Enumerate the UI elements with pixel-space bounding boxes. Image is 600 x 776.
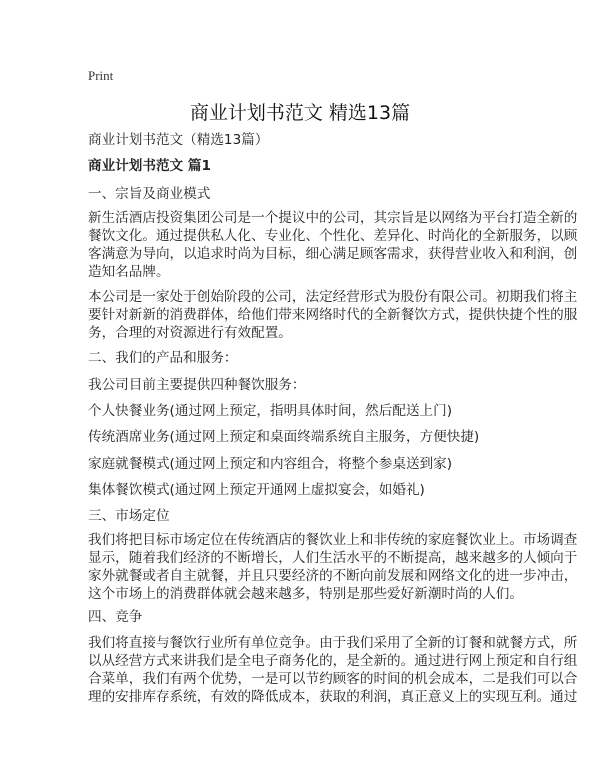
paragraph-2 (88, 288, 578, 342)
text-line: 餐饮文化。通过提供私人化、专业化、个性化、差异化、时尚化的全新服务，以顾 (88, 228, 578, 244)
article-heading: 商业计划书范文 篇1 (88, 158, 211, 174)
page-title: 商业计划书范文 精选13篇 (189, 102, 411, 124)
paragraph-1 (88, 209, 578, 281)
section-heading-1: 一、宗旨及商业模式 (88, 186, 211, 202)
service-item: 家庭就餐模式(通过网上预定和内容组合，将整个参桌送到家) (88, 456, 453, 472)
text-line: 这个市场上的消费群体就会越来越多，特别是那些爱好新潮时尚的人们。 (88, 586, 523, 602)
text-line: 新生活酒店投资集团公司是一个提议中的公司，其宗旨是以网络为平台打造全新的 (88, 210, 578, 226)
text-line: 要针对新新的消费群体，给他们带来网络时代的全新餐饮方式，提供快捷个性的服 (88, 307, 578, 323)
text-line: 家外就餐或者自主就餐，并且只要经济的不断向前发展和网络文化的进一步冲击， (88, 568, 578, 584)
text-line: 显示，随着我们经济的不断增长，人们生活水平的不断提高，越来越多的人倾向于 (88, 550, 578, 566)
text-line: 合菜单，我们有两个优势，一是可以节约顾客的时间的机会成本，二是我们可以合 (88, 671, 578, 687)
text-line: 客满意为导向，以追求时尚为目标，细心满足顾客需求，获得营业收入和利润，创 (88, 246, 578, 262)
service-item: 个人快餐业务(通过网上预定，指明具体时间，然后配送上门) (88, 403, 453, 419)
text-line: 我们将直接与餐饮行业所有单位竞争。由于我们采用了全新的订餐和就餐方式，所 (88, 635, 578, 651)
section-heading-3: 三、市场定位 (88, 508, 170, 524)
subtitle: 商业计划书范文（精选13篇） (88, 132, 269, 148)
service-item: 传统酒席业务(通过网上预定和桌面终端系统自主服务，方便快捷) (88, 429, 480, 445)
paragraph-4 (88, 634, 578, 706)
text-line: 理的安排库存系统，有效的降低成本，获取的利润，真正意义上的实现互利。通过 (88, 689, 578, 705)
print-link[interactable]: Print (88, 68, 114, 83)
text-line: 我们将把目标市场定位在传统酒店的餐饮业上和非传统的家庭餐饮业上。市场调查 (88, 532, 578, 548)
text-line: 造知名品牌。 (88, 264, 170, 280)
text-line: 本公司是一家处于创始阶段的公司，法定经营形式为股份有限公司。初期我们将主 (88, 289, 578, 305)
section-heading-4: 四、竞争 (88, 609, 143, 625)
text-line: 务，合理的对资源进行有效配置。 (88, 325, 292, 341)
service-item: 集体餐饮模式(通过网上预定开通网上虚拟宴会，如婚礼) (88, 482, 425, 498)
section-heading-2: 二、我们的产品和服务： (88, 350, 238, 366)
services-intro: 我公司目前主要提供四种餐饮服务： (88, 377, 306, 393)
text-line: 以从经营方式来讲我们是全电子商务化的，是全新的。通过进行网上预定和自行组 (88, 653, 578, 669)
paragraph-3 (88, 531, 578, 603)
